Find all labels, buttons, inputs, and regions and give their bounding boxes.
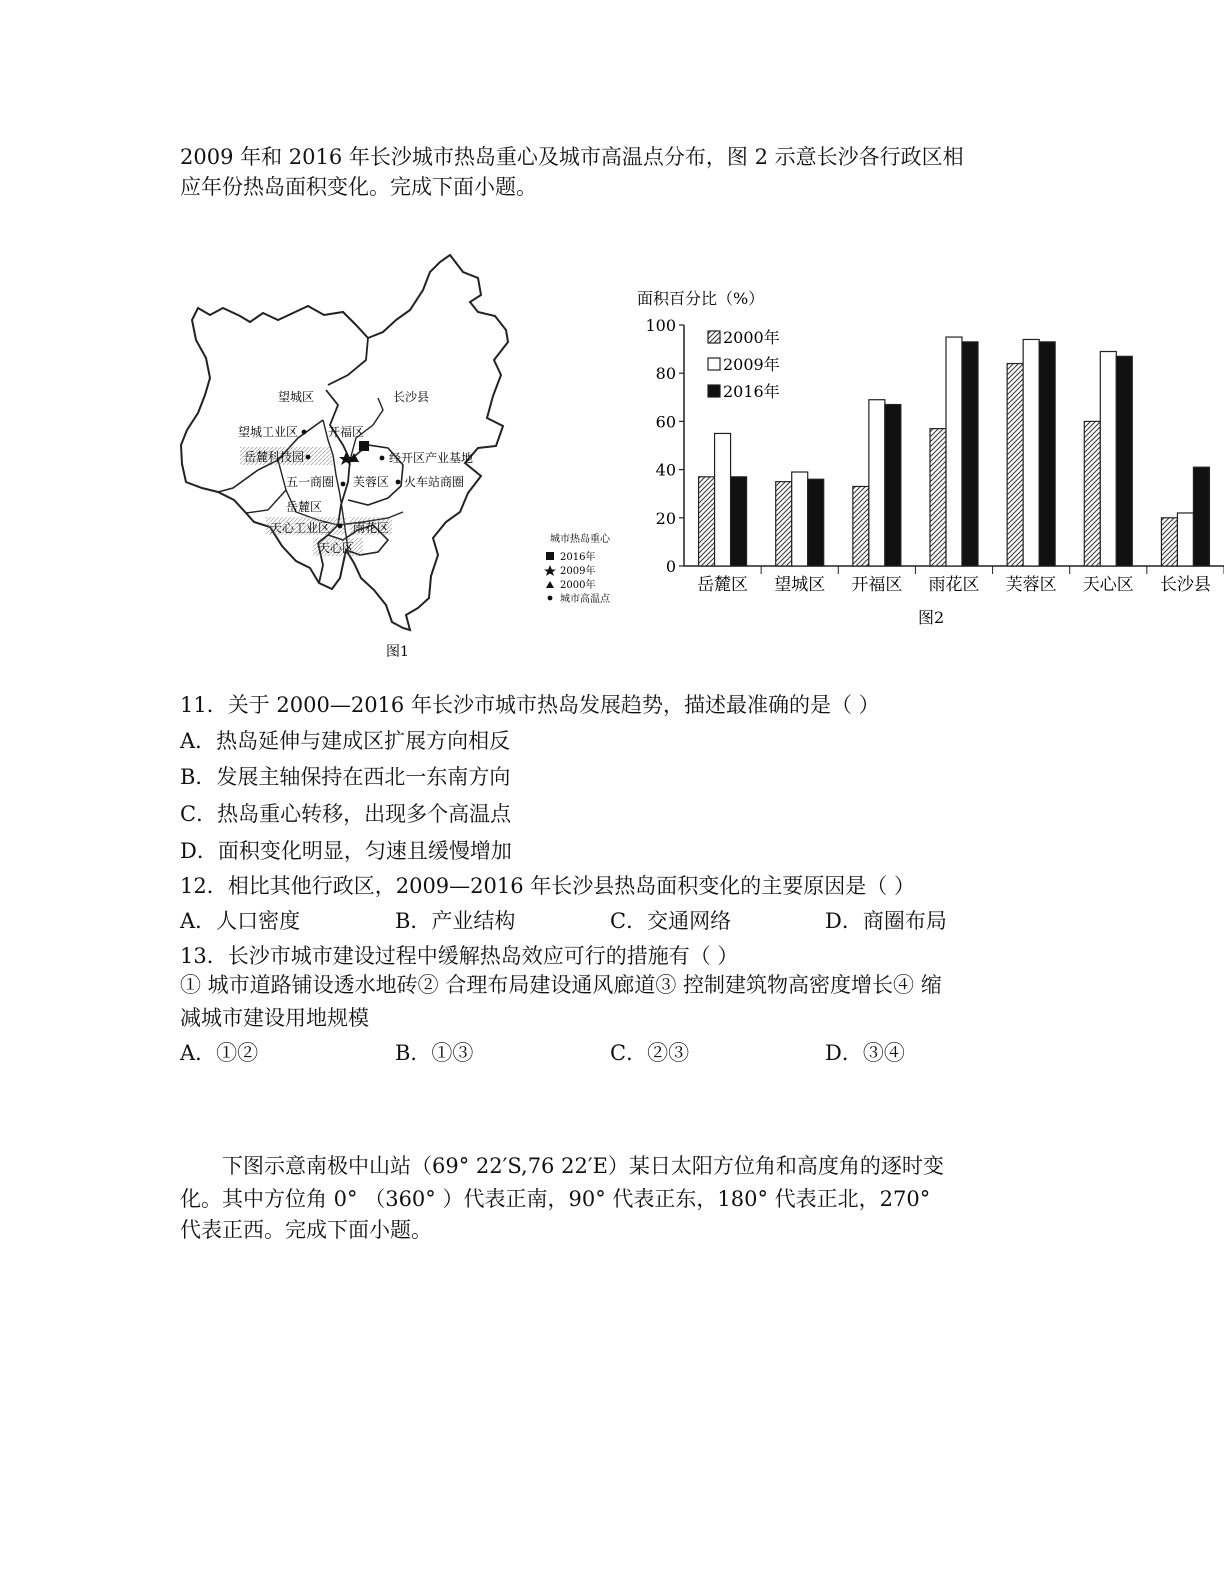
legend-2016: 2016年 (560, 552, 596, 563)
hot-point-marker (338, 524, 343, 529)
district-boundary (328, 338, 368, 385)
label-tianxin-industrial: 天心工业区 (270, 521, 331, 535)
bar-3-5 (1039, 342, 1055, 566)
q12-option-a: A．人口密度 (180, 909, 301, 933)
hot-point-marker (380, 456, 385, 461)
bar-2-3 (869, 400, 885, 566)
bar-3-3 (885, 405, 901, 566)
y-tick-label: 40 (655, 460, 676, 480)
next-intro-line-3: 代表正西。完成下面小题。 (180, 1218, 432, 1242)
bar-2-5 (1023, 339, 1039, 566)
q13-stem: 13．长沙市城市建设过程中缓解热岛效应可行的措施有（ ） (180, 944, 739, 968)
legend-label-2: 2009年 (723, 355, 780, 374)
q13-option-d: D．③④ (825, 1041, 905, 1065)
bar-2-7 (1177, 513, 1193, 566)
y-tick-label: 0 (665, 557, 676, 576)
hot-point-marker (396, 480, 401, 485)
legend-2000-icon (546, 581, 554, 588)
changsha-outline (181, 255, 508, 630)
x-tick-label: 长沙县 (1159, 575, 1211, 595)
y-tick-label: 100 (645, 316, 676, 335)
bar-1-3 (853, 486, 869, 566)
figure-2-caption: 图2 (918, 608, 945, 627)
q11-option-c: C．热岛重心转移，出现多个高温点 (180, 802, 512, 826)
y-tick-label: 60 (655, 412, 676, 432)
chart-ylabel: 面积百分比（%） (637, 289, 765, 308)
intro-line-1: 2009 年和 2016 年长沙城市热岛重心及城市高温点分布，图 2 示意长沙各行政区相 (180, 145, 964, 169)
legend-2009: 2009年 (560, 566, 596, 577)
legend-swatch-2 (708, 358, 720, 370)
legend-2009-icon (544, 565, 556, 576)
q11-option-b: B．发展主轴保持在西北一东南方向 (180, 765, 511, 789)
label-changshaxian: 长沙县 (393, 390, 430, 404)
q13-option-b: B．①③ (395, 1041, 474, 1065)
q11-option-a: A．热岛延伸与建成区扩展方向相反 (180, 729, 511, 753)
label-tianxin: 天心区 (318, 541, 355, 555)
q13-option-a: A．①② (180, 1041, 259, 1065)
q13-line-1: ① 城市道路铺设透水地砖② 合理布局建设通风廊道③ 控制建筑物高密度增长④ 缩 (180, 973, 942, 997)
bar-1-5 (1007, 364, 1023, 566)
bar-1-6 (1084, 421, 1100, 566)
bar-1-1 (699, 477, 715, 566)
label-furong: 芙蓉区 (353, 475, 390, 489)
district-boundary (278, 460, 338, 525)
bar-1-4 (930, 429, 946, 566)
intro-line-2: 应年份热岛面积变化。完成下面小题。 (180, 175, 537, 199)
x-tick-label: 芙蓉区 (1005, 575, 1057, 595)
y-tick-label: 80 (655, 364, 676, 384)
q13-option-c: C．②③ (610, 1041, 690, 1065)
figure-1-map (178, 250, 648, 670)
legend-swatch-3 (708, 385, 720, 397)
label-huochezhan: 火车站商圈 (404, 475, 465, 489)
hot-point-marker (306, 455, 311, 460)
label-wuyi: 五一商圈 (286, 475, 335, 489)
label-kaifu: 开福区 (328, 425, 365, 439)
label-yuelu-sci: 岳麓科技园 (244, 450, 305, 464)
bar-2-6 (1100, 352, 1116, 566)
chart-svg (630, 282, 1224, 632)
centroid-2016-marker (359, 441, 369, 451)
x-tick-label: 望城区 (774, 575, 826, 595)
bar-1-2 (776, 482, 792, 566)
bar-3-6 (1116, 356, 1132, 566)
legend-label-1: 2000年 (723, 328, 780, 347)
next-intro-line-2: 化。其中方位角 0° （360° ）代表正南，90° 代表正东，180° 代表正北，270° (180, 1187, 931, 1211)
next-intro-line-1: 下图示意南极中山站（69° 22′S,76 22′E）某日太阳方位角和高度角的逐时变 (222, 1154, 944, 1178)
x-tick-label: 岳麓区 (697, 575, 749, 595)
q12-option-c: C．交通网络 (610, 909, 732, 933)
legend-hotpoint: 城市高温点 (560, 594, 610, 605)
hot-point-marker (302, 430, 307, 435)
bar-3-4 (962, 342, 978, 566)
bar-3-1 (731, 477, 747, 566)
q12-stem: 12．相比其他行政区，2009—2016 年长沙县热岛面积变化的主要原因是（ ） (180, 874, 915, 898)
map-svg (178, 250, 648, 670)
label-wangcheng-industrial: 望城工业区 (238, 425, 299, 439)
q13-line-2: 减城市建设用地规模 (180, 1006, 369, 1030)
q11-stem: 11．关于 2000—2016 年长沙市城市热岛发展趋势，描述最准确的是（ ） (180, 693, 880, 717)
legend-2000: 2000年 (560, 580, 596, 591)
x-tick-label: 天心区 (1082, 575, 1134, 595)
y-tick-label: 20 (655, 508, 676, 528)
label-jingkai: 经开区产业基地 (389, 451, 474, 465)
bar-2-4 (946, 337, 962, 566)
x-tick-label: 雨花区 (928, 575, 980, 595)
legend-swatch-1 (708, 331, 720, 343)
legend-hotpoint-icon (548, 596, 553, 601)
bar-3-7 (1193, 467, 1209, 566)
bar-2-2 (792, 472, 808, 566)
q11-option-d: D．面积变化明显，匀速且缓慢增加 (180, 839, 512, 863)
bar-1-7 (1161, 518, 1177, 566)
label-wangcheng: 望城区 (278, 390, 315, 404)
bar-3-2 (808, 479, 824, 566)
q12-option-d: D．商圈布局 (825, 909, 947, 933)
centroid-2009-marker (339, 452, 353, 465)
label-yuhua: 雨花区 (353, 521, 390, 535)
legend-title: 城市热岛重心 (550, 534, 610, 545)
figure-2-chart (630, 282, 1224, 632)
label-yuelu: 岳麓区 (286, 500, 323, 514)
legend-label-3: 2016年 (723, 382, 780, 401)
bar-2-1 (715, 433, 731, 566)
hot-point-marker (341, 482, 346, 487)
figure-1-caption: 图1 (386, 644, 409, 660)
q12-option-b: B．产业结构 (395, 909, 516, 933)
district-boundary (246, 490, 286, 513)
x-tick-label: 开福区 (851, 575, 903, 595)
legend-2016-icon (546, 552, 554, 560)
